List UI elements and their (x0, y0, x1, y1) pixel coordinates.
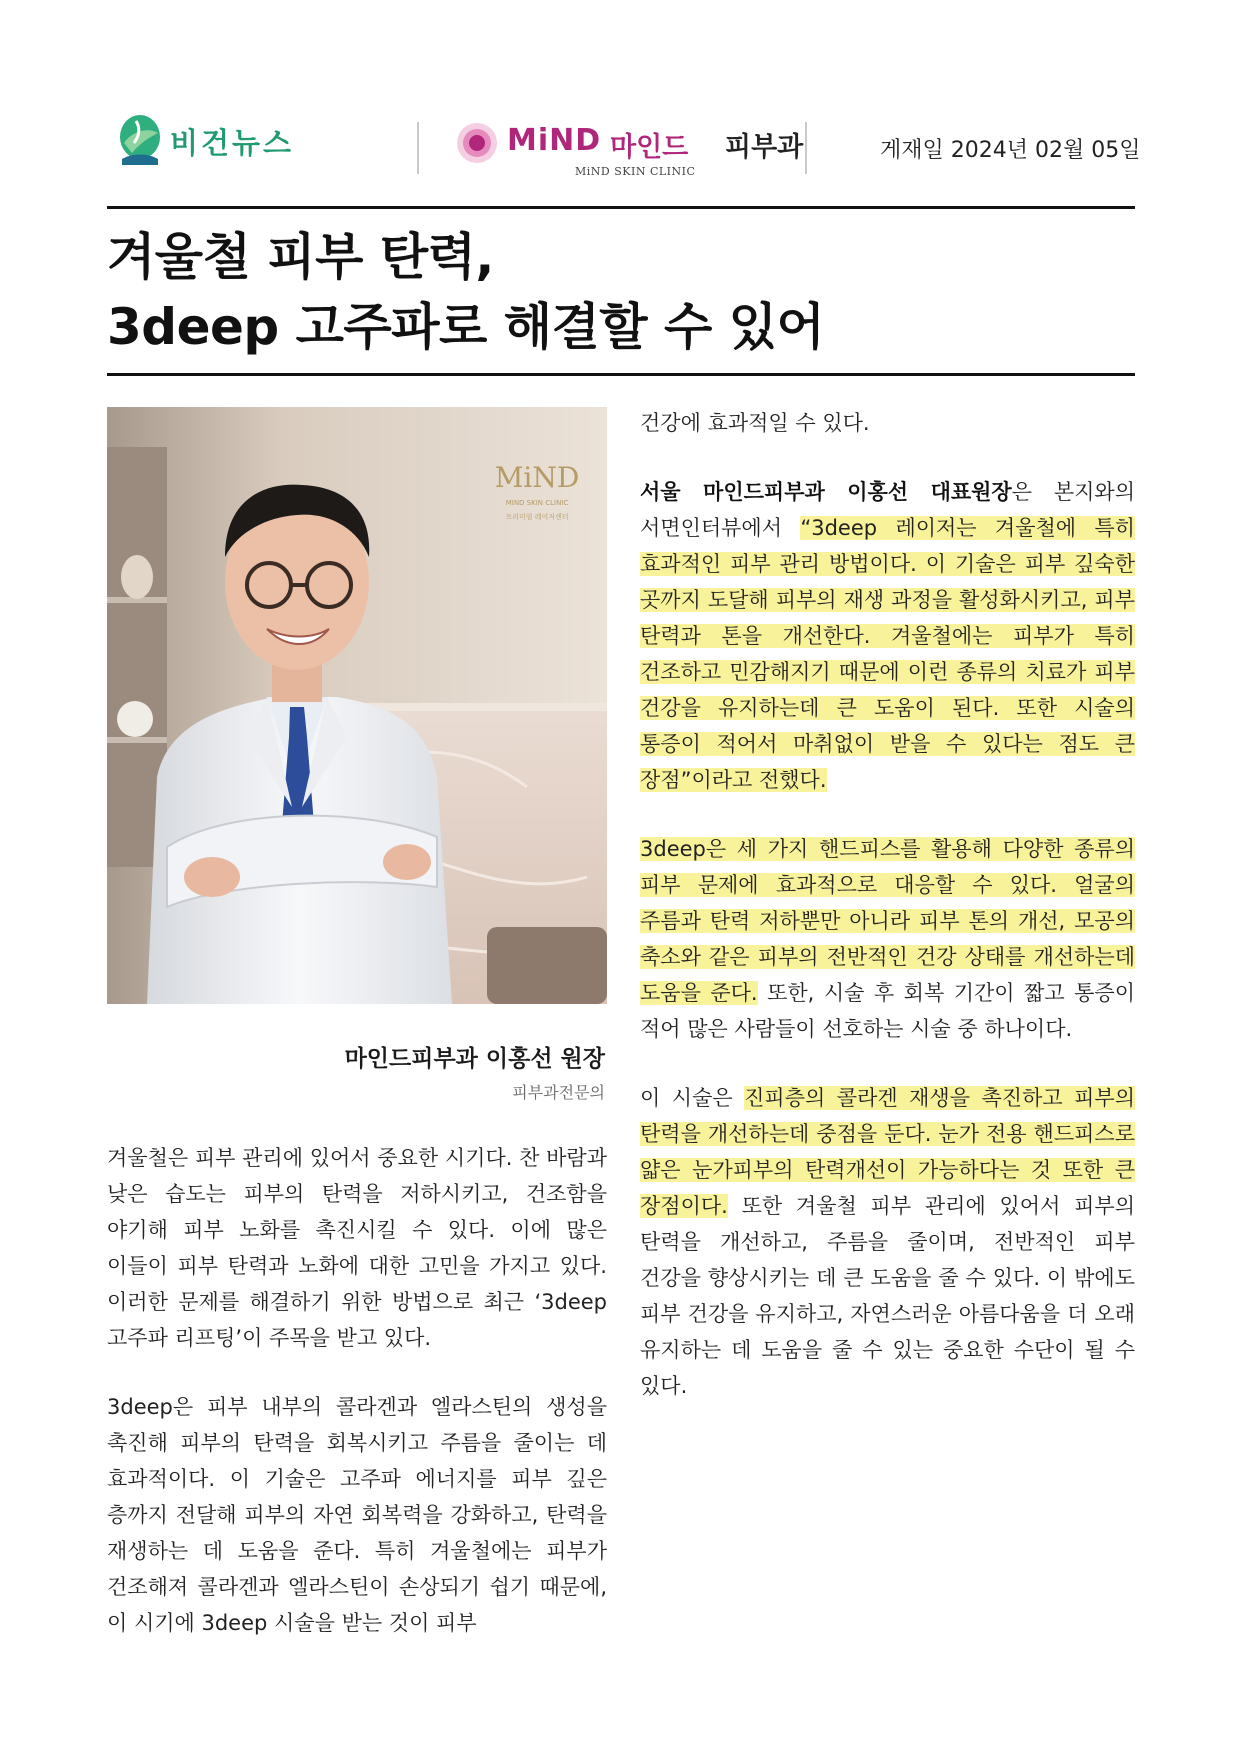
paragraph-text: 또한 겨울철 피부 관리에 있어서 피부의 탄력을 개선하고, 주름을 줄이며, 전반적인 피부 건강을 향상시키는 데 큰 도움을 줄 수 있다. 이 밖에도 피부 건강을 유지하고, 자연스러운 아름다움을 더 오래 유지하는 데 도움을 줄 수 있는 중요한 수단이 될 수 있다. (640, 1194, 1135, 1398)
highlighted-text: 3deep은 세 가지 핸드피스를 활용해 다양한 종류의 피부 문제에 효과적으로 대응할 수 있다. 얼굴의 주름과 탄력 저하뿐만 아니라 피부 톤의 개선, 모공의 축소와 같은 피부의 전반적인 건강 상태를 개선하는데 도움을 준다. (640, 837, 1135, 1005)
doctor-photo (107, 407, 607, 1004)
flower-logo-icon (455, 121, 499, 165)
clinic-subtitle: MiND SKIN CLINIC (575, 165, 696, 178)
leaf-logo-icon (118, 113, 162, 169)
article-body-left (107, 1140, 607, 1674)
paragraph: 겨울철은 피부 관리에 있어서 중요한 시기다. 찬 바람과 낮은 습도는 피부의 탄력을 저하시키고, 건조함을 야기해 피부 노화를 촉진시킬 수 있다. 이에 많은 이들이 피부 탄력과 노화에 대한 고민을 가지고 있다. 이러한 문제를 해결하기 위한 방법으로 최근 ‘3deep 고주파 리프팅’이 주목을 받고 있다. (107, 1146, 607, 1350)
highlighted-text: 진피층의 콜라겐 재생을 촉진하고 피부의 탄력을 개선하는데 중점을 둔다. 눈가 전용 핸드피스로 얇은 눈가피부의 탄력개선이 가능하다는 것 또한 큰 장점이다. (640, 1086, 1135, 1218)
wall-sign-kr: 프리미엄 레이저센터 (505, 513, 569, 521)
clinic-dept: 피부과 (725, 132, 804, 163)
paragraph (640, 474, 1135, 798)
paragraph-text: 은 본지와의 서면인터뷰에서 (640, 480, 1135, 540)
highlighted-quote: “3deep 레이저는 겨울철에 특히 효과적인 피부 관리 방법이다. 이 기술은 피부 깊숙한 곳까지 도달해 피부의 재생 과정을 활성화시키고, 피부 탄력과 톤을 개선한다. 겨울철에는 피부가 특히 건조하고 민감해지기 때문에 이런 종류의 치료가 피부 건강을 유지하는데 큰 도움이 된다. 또한 시술의 통증이 적어서 마취없이 받을 수 있다는 점도 큰 장점”이라고 전했다. (640, 516, 1135, 792)
title-line-1: 겨울철 피부 탄력, (107, 228, 494, 286)
paragraph (640, 831, 1135, 1047)
wall-sign-brand: MiND (494, 461, 580, 494)
paragraph: 건강에 효과적일 수 있다. (640, 411, 870, 435)
title-top-rule (107, 206, 1135, 209)
publish-date: 게재일 2024년 02월 05일 (880, 138, 1141, 163)
header-divider (805, 122, 807, 174)
article-body-right (640, 405, 1135, 1437)
interviewee-name: 서울 마인드피부과 이홍선 대표원장 (640, 480, 1012, 504)
paragraph: 3deep은 피부 내부의 콜라겐과 엘라스틴의 생성을 촉진해 피부의 탄력을 회복시키고 주름을 줄이는 데 효과적이다. 이 기술은 고주파 에너지를 피부 깊은 층까지 전달해 피부의 자연 회복력을 강화하고, 탄력을 재생하는 데 도움을 준다. 특히 겨울철에는 피부가 건조해져 콜라겐과 엘라스틴이 손상되기 쉽기 때문에, 이 시기에 3deep 시술을 받는 것이 피부 (107, 1395, 607, 1635)
clinic-brand-kr: 마인드 (610, 132, 689, 163)
photo-caption-title: 피부과전문의 (512, 1083, 605, 1102)
title-bottom-rule (107, 373, 1135, 376)
clinic-brand-en: MiND (507, 123, 602, 158)
paragraph-text: 또한, 시술 후 회복 기간이 짧고 통증이 적어 많은 사람들이 선호하는 시술 중 하나이다. (640, 981, 1136, 1041)
photo-caption-name: 마인드피부과 이홍선 원장 (344, 1046, 605, 1072)
vegan-news-logo[interactable] (118, 108, 294, 174)
outlet-name: 비건뉴스 (170, 125, 295, 160)
article-title (107, 222, 824, 362)
wall-sign-sub: MIND SKIN CLINIC (505, 499, 569, 507)
paragraph (640, 1080, 1135, 1404)
paragraph-text: 이 시술은 (640, 1086, 745, 1110)
title-line-2: 3deep 고주파로 해결할 수 있어 (107, 298, 825, 356)
header-divider (417, 122, 419, 174)
